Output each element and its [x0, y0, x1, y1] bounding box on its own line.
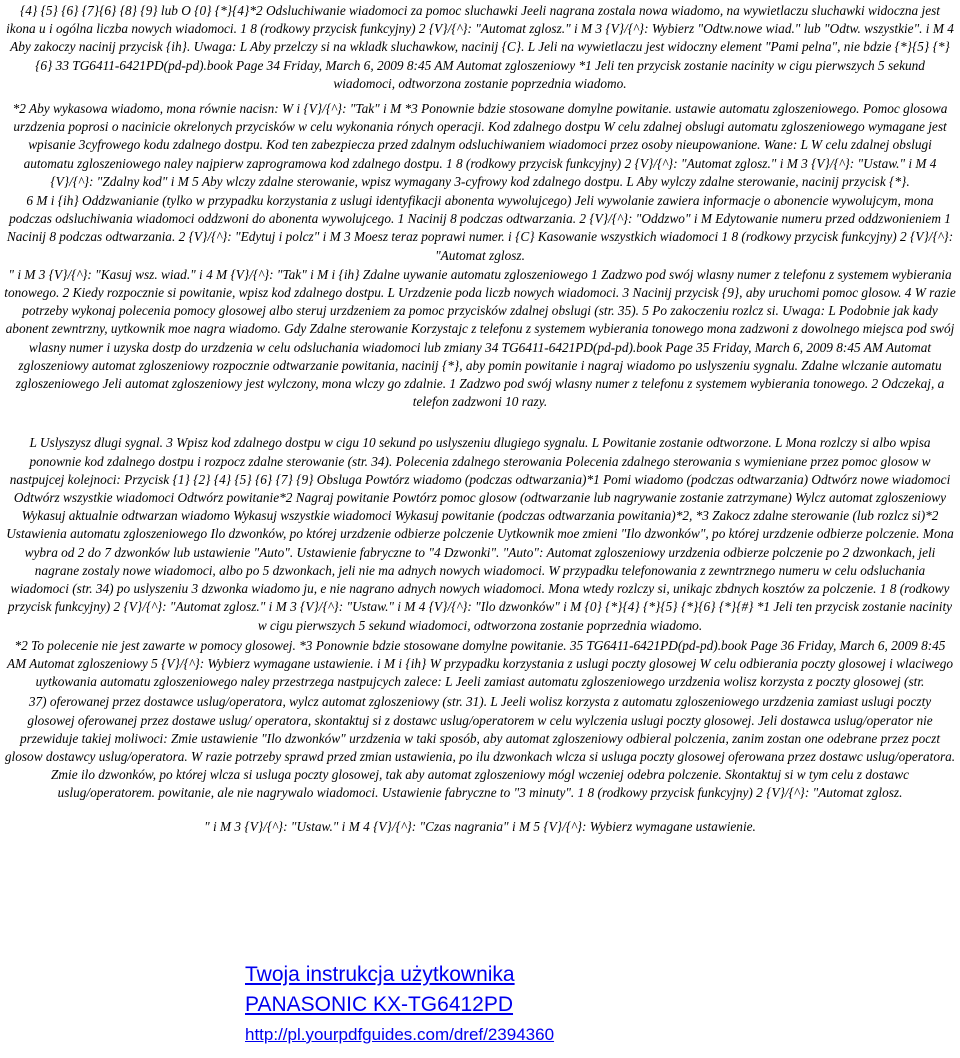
paragraph-7: 37) oferowanej przez dostawce uslug/operatora, wylcz automat zgloszeniowy (str. 31). L Jeeli wolisz korzysta z automatu zgloszeniowego urzdzenia zamiast uslugi poczty glosowej oferowanej przez dostawe uslug/ operatora, skontaktuj si z dostawc uslug/operatorem w celu wylczenia uslugi poczty glosowej. Jeli dostawca uslug/operator nie przewiduje takiej moliwoci: Zmie ustawienie "Ilo dzwonków" urzdzenia w taki sposób, aby automat zgloszeniowy odbieral polczenia, zanim zostan one odebrane przez poczt glosow dostawcy uslug/operatora. W razie potrzeby sprawd przed zmian ustawienia, po ilu dzwonkach wlcza si usluga poczty glosowej oferowana przez dostawc uslug/operatora. Zmie ilo dzwonków, po której wlcza si usluga poczty glosowej, tak aby automat zgloszeniowy mógl wczeniej odebra polczenie. Skontaktuj si w tym celu z dostawc uslug/operatorem. powitanie, ale nie nagrywalo wiadomoci. Ustawienie fabryczne to "3 minuty". 1 8 (rodkowy przycisk funkcyjny) 2 {V}/{^}: "Automat zglosz.	[4, 694, 956, 801]
paragraph-3: 6 M i {ih} Oddzwanianie (tylko w przypadku korzystania z uslugi identyfikacji abonenta wywolujcego) Jeli wywolanie zawiera informacje o abonencie wywolujcym, mona podczas odsluchiwania wiadomoci oddzwoni do abonenta wywolujcego. 1 Nacinij 8 podczas odtwarzania. 2 {V}/{^}: "Oddzwo" i M Edytowanie numeru przed oddzwonieniem 1 Nacinij 8 podczas odtwarzania. 2 {V}/{^}: "Edytuj i polcz" i M 3 Moesz teraz poprawi numer. i {C} Kasowanie wszystkich wiadomoci 1 8 (rodkowy przycisk funkcyjny) 2 {V}/{^}: "Automat zglosz.	[6, 193, 954, 263]
paragraph-4: " i M 3 {V}/{^}: "Kasuj wsz. wiad." i 4 M {V}/{^}: "Tak" i M i {ih} Zdalne uywanie automatu zgloszeniowego 1 Zadzwo pod swój wlasny numer z telefonu z systemem wybierania tonowego. 2 Kiedy rozpocznie si powitanie, wpisz kod zdalnego dostpu. L Urzdzenie poda liczb nowych wiadomoci. 3 Nacinij przycisk {9}, aby uruchomi pomoc glosow. 4 W razie potrzeby wykonaj polecenia pomocy glosowej albo steruj urzdzeniem za pomoc przycisków zdalnej obslugi (str. 35). 5 Po zakoczeniu rozlcz si. Uwaga: L Podobnie jak kady abonent zewntrzny, uytkownik moe nagra wiadomo. Gdy Zdalne sterowanie Korzystajc z telefonu z systemem wybierania tonowego mona zadzwoni z dowolnego miejsca pod swój wlasny numer i uzyska dostp do urzdzenia w celu odsluchania wiadomoci lub zmiany 34 TG6411-6421PD(pd-pd).book Page 35 Friday, March 6, 2009 8:45 AM Automat zgloszeniowy automat zgloszeniowy rozpocznie odtwarzanie powitania, nacinij {*}, aby pomin powitanie i nagraj wiadomo po uslyszeniu sygnalu. Zdalne wlczanie automatu zgloszeniowego Jeli automat zgloszeniowy jest wylczony, mona wlczy go zdalnie. 1 Zadzwo pod swój wlasny numer z telefonu z systemem wybierania tonowego. 2 Odczekaj, a telefon zadzwoni 10 razy.	[4, 266, 956, 410]
paragraph-1: {4} {5} {6} {7}{6} {8} {9} lub O {0} {*}{4}*2 Odsluchiwanie wiadomoci za pomoc sluchawki Jeeli nagrana zostala nowa wiadomo, na wywietlaczu sluchawki widoczna jest ikona u i ogólna liczba nowych wiadomoci. 1 8 (rodkowy przycisk funkcyjny) 2 {V}/{^}: "Automat zglosz." i M 3 {V}/{^}: Wybierz "Odtw.nowe wiad." lub "Odtw. wszystkie". i M 4 Aby zakoczy nacinij przycisk {ih}. Uwaga: L Aby przelczy si na wkladk sluchawkow, nacinij {C}. L Jeli na wywietlaczu jest widoczny element "Pami pelna", nie bdzie {*}{5} {*}{6} 33 TG6411-6421PD(pd-pd).book Page 34 Friday, March 6, 2009 8:45 AM Automat zgloszeniowy *1 Jeli ten przycisk zostanie nacinity w cigu pierwszych 5 sekund wiadomoci, odtworzona zostanie poprzednia wiadomo.	[6, 3, 954, 91]
document-body	[4, 0, 956, 836]
paragraph-5: L Uslyszysz dlugi sygnal. 3 Wpisz kod zdalnego dostpu w cigu 10 sekund po uslyszeniu dlugiego sygnalu. L Powitanie zostanie odtworzone. L Mona rozlczy si albo wpisa ponownie kod zdalnego dostpu i rozpocz zdalne sterowanie (str. 34). Polecenia zdalnego sterowania Polecenia zdalnego sterowania s wymieniane przez pomoc glosow w nastpujcej kolejnoci: Przycisk {1} {2} {4} {5} {6} {7} {9} Obsluga Powtórz wiadomo (podczas odtwarzania)*1 Pomi wiadomo (podczas odtwarzania) Odtwórz nowe wiadomoci Odtwórz wszystkie wiadomoci Odtwórz powitanie*2 Nagraj powitanie Powtórz pomoc glosow (odtwarzanie lub nagrywanie zostanie zatrzymane) Wylcz automat zgloszeniowy Wykasuj aktualnie odtwarzan wiadomo Wykasuj wszystkie wiadomoci Wykasuj powitanie (podczas odtwarzania powitania)*2, *3 Zakocz zdalne sterowanie (lub rozlcz si)*2 Ustawienia automatu zgloszeniowego Ilo dzwonków, po której urzdzenie odbierze polczenie Uytkownik moe zmieni "Ilo dzwonków", po której urzdzenie odbierze polczenie. Mona wybra od 2 do 7 dzwonków lub ustawienie "Auto". Ustawienie fabryczne to "4 Dzwonki". "Auto": Automat zgloszeniowy urzdzenia odbierze polczenie po 2 dzwonkach, jeli nagrane zostaly nowe wiadomoci, albo po 5 dzwonkach, jeli nie ma adnych nowych wiadomoci. W przypadku telefonowania z zewntrznego numeru w celu odsluchania wiadomoci (str. 34) po uslyszeniu 3 dzwonka wiadomo ju, e nie nagrano adnych nowych wiadomoci. Mona wtedy rozlczy si, unikajc zbdnych kosztów za polczenie. 1 8 (rodkowy przycisk funkcyjny) 2 {V}/{^}: "Automat zglosz." i M 3 {V}/{^}: "Ustaw." i M 4 {V}/{^}: "Ilo dzwonków" i M {0} {*}{4} {*}{5} {*}{6} {*}{#} *1 Jeli ten przycisk zostanie nacinity w cigu pierwszych 5 sekund wiadomoci, odtworzona zostanie poprzednia wiadomo.	[6, 435, 954, 633]
product-model-link[interactable]: PANASONIC KX-TG6412PD	[245, 993, 514, 1016]
paragraph-2: *2 Aby wykasowa wiadomo, mona równie nacisn: W i {V}/{^}: "Tak" i M *3 Ponownie bdzie stosowane domylne powitanie. ustawie automatu zgloszeniowego. Pomoc glosowa urzdzenia poprosi o nacinicie okrelonych przycisków w celu wykonania rónych operacji. Kod zdalnego dostpu W celu zdalnej obslugi automatu zgloszeniowego wymagane jest wpisanie 3cyfrowego kodu zdalnego dostpu. Kod ten zabezpiecza przed zdalnym odsluchiwaniem wiadomoci przez osoby nieupowanione. Wane: L W celu zdalnej obslugi automatu zgloszeniowego naley najpierw zaprogramowa kod zdalnego dostpu. 1 8 (rodkowy przycisk funkcyjny) 2 {V}/{^}: "Automat zglosz." i M 3 {V}/{^}: "Ustaw." i M 4 {V}/{^}: "Zdalny kod" i M 5 Aby wlczy zdalne sterowanie, wpisz wymagany 3-cyfrowy kod zdalnego dostpu. L Aby wylczy zdalne sterowanie, nacinij przycisk {*}.	[12, 101, 948, 189]
footer-links	[245, 960, 554, 1047]
paragraph-6: *2 To polecenie nie jest zawarte w pomocy glosowej. *3 Ponownie bdzie stosowane domylne powitanie. 35 TG6411-6421PD(pd-pd).book Page 36 Friday, March 6, 2009 8:45 AM Automat zgloszeniowy 5 {V}/{^}: Wybierz wymagane ustawienie. i M i {ih} W przypadku korzystania z uslugi poczty glosowej W celu odbierania poczty glosowej i wlaciwego uytkowania automatu zgloszeniowego naley przestrzega nastpujcych zalece: L Jeeli zamiast automatu zgloszeniowego urzdzenia wolisz korzysta z poczty glosowej (str.	[6, 637, 954, 690]
manual-title-link[interactable]: Twoja instrukcja użytkownika	[245, 963, 515, 986]
paragraph-8: " i M 3 {V}/{^}: "Ustaw." i M 4 {V}/{^}: "Czas nagrania" i M 5 {V}/{^}: Wybierz wymagane ustawienie.	[204, 818, 756, 834]
manual-url-link[interactable]: http://pl.yourpdfguides.com/dref/2394360	[245, 1025, 555, 1044]
